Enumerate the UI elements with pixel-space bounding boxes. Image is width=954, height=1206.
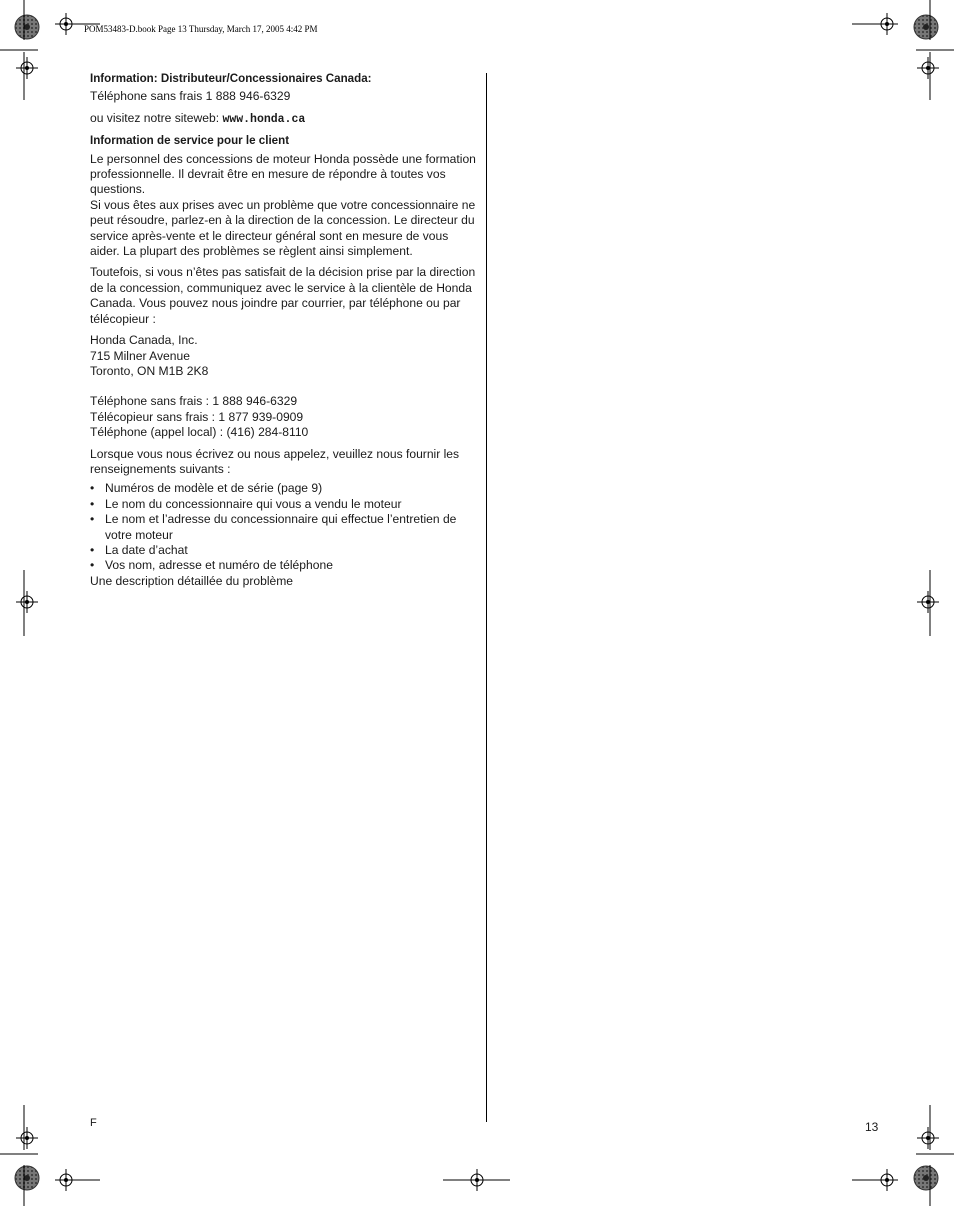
list-item: • Numéros de modèle et de série (page 9) [90, 481, 480, 496]
list-item: • Vos nom, adresse et numéro de téléphone [90, 558, 480, 573]
paragraph-dealer-staff: Le personnel des concessions de moteur Honda possède une formation professionnelle. Il devrait être en mesure de répondre à toutes vos questions. [90, 151, 476, 197]
starburst-mark-top-left [15, 15, 39, 39]
required-info-list [90, 481, 480, 573]
starburst-mark-bottom-left [15, 1166, 39, 1190]
website-prefix: ou visitez notre siteweb: [90, 110, 223, 125]
contact-numbers [90, 394, 480, 440]
section-heading-dealers: Information: Distributeur/Concessionaires Canada: [90, 72, 372, 85]
starburst-mark-bottom-right [914, 1166, 938, 1190]
column-divider [486, 73, 487, 1122]
website-line [90, 111, 480, 127]
main-text-column [90, 71, 480, 589]
crosshair-mark [16, 1127, 38, 1149]
crosshair-mark [917, 1127, 939, 1149]
contact-toll-free-fax: Télécopieur sans frais : 1 877 939-0909 [90, 409, 304, 424]
language-marker: F [90, 1117, 97, 1129]
toll-free-phone-line: Téléphone sans frais 1 888 946-6329 [90, 89, 291, 104]
spacer [90, 379, 480, 394]
contact-local-phone: Téléphone (appel local) : (416) 284-8110 [90, 425, 309, 440]
page-number: 13 [865, 1120, 879, 1134]
closing-line: Une description détaillée du problème [90, 573, 294, 588]
website-url: www.honda.ca [222, 112, 306, 126]
book-file-info: POM53483-D.book Page 13 Thursday, March 17, 2005 4:42 PM [84, 24, 318, 34]
paragraph-info-request: Lorsque vous nous écrivez ou nous appelez, veuillez nous fournir les renseignements suivants : [90, 446, 460, 476]
contact-toll-free-phone: Téléphone sans frais : 1 888 946-6329 [90, 394, 298, 409]
crosshair-mark [16, 57, 38, 79]
paragraph-contact-honda: Toutefois, si vous n’êtes pas satisfait de la décision prise par la direction de la concession, communiquez avec le service à la clientèle de Honda Canada. Vous pouvez nous joindre par courrier, par téléphone ou par télécopieur : [90, 265, 476, 326]
address-city: Toronto, ON M1B 2K8 [90, 363, 209, 378]
list-item: • Le nom et l’adresse du concessionnaire qui effectue l’entretien de votre moteur [90, 512, 480, 543]
address-company: Honda Canada, Inc. [90, 333, 198, 348]
crosshair-mark [917, 57, 939, 79]
address-street: 715 Milner Avenue [90, 348, 190, 363]
paragraph-problem-escalation: Si vous êtes aux prises avec un problème que votre concessionnaire ne peut résoudre, parlez-en à la direction de la concession. Le directeur du service après-vente et le directeur général sont en mesure de vous aider. La plupart des problèmes se règlent ainsi simplement. [90, 197, 476, 259]
list-item: • La date d’achat [90, 543, 480, 558]
section-heading-customer-service: Information de service pour le client [90, 134, 290, 148]
crosshair-mark [917, 591, 939, 613]
starburst-mark-top-right [914, 15, 938, 39]
list-item: • Le nom du concessionnaire qui vous a vendu le moteur [90, 497, 480, 512]
mailing-address [90, 333, 480, 379]
crosshair-mark [16, 591, 38, 613]
